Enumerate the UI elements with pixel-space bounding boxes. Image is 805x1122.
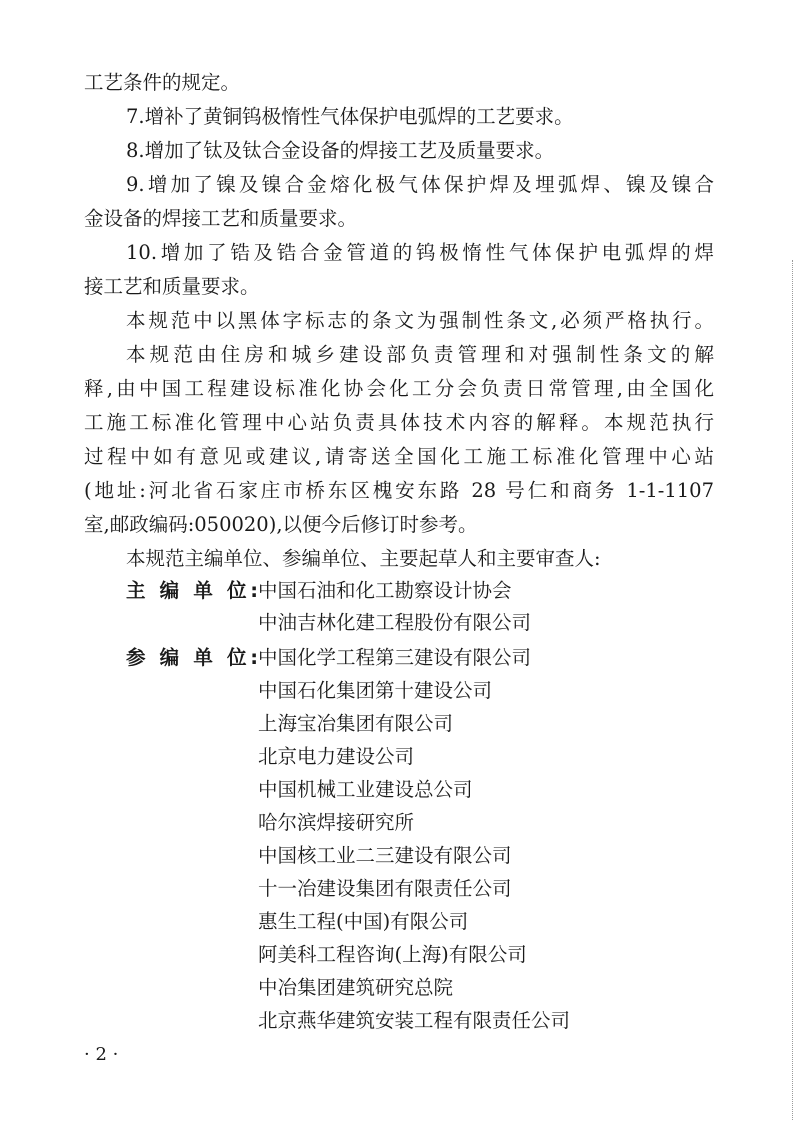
text-line-1: 工艺条件的规定。 [84,71,241,94]
participating-unit-10: 阿美科工程咨询(上海)有限公司 [258,943,527,966]
participating-unit-4: 北京电力建设公司 [258,745,415,768]
scan-edge-line [791,260,793,1120]
page-number: · 2 · [84,1044,119,1065]
text-line-15: 本规范主编单位、参编单位、主要起草人和主要审查人: [126,547,601,570]
text-line-7: 接工艺和质量要求。 [84,275,260,298]
participating-unit-6: 哈尔滨焊接研究所 [258,811,415,834]
chief-unit-2: 中油吉林化建工程股份有限公司 [258,611,532,634]
participating-unit-12: 北京燕华建筑安装工程有限责任公司 [258,1009,571,1032]
participating-unit-7: 中国核工业二三建设有限公司 [258,844,512,867]
participating-unit-9: 惠生工程(中国)有限公司 [258,910,469,933]
chief-unit-1: 中国石油和化工勘察设计协会 [258,579,512,602]
text-line-11: 工施工标准化管理中心站负责具体技术内容的解释。本规范执行 [84,411,714,434]
text-line-12: 过程中如有意见或建议,请寄送全国化工施工标准化管理中心站 [84,445,714,468]
chief-editor-unit-label: 主 编 单 位: [126,579,258,602]
text-line-5: 金设备的焊接工艺和质量要求。 [84,207,358,230]
text-line-10: 释,由中国工程建设标准化协会化工分会负责日常管理,由全国化 [84,377,714,400]
participating-unit-11: 中冶集团建筑研究总院 [258,976,454,999]
text-line-14: 室,邮政编码:050020),以便今后修订时参考。 [84,513,478,536]
text-line-9: 本规范由住房和城乡建设部负责管理和对强制性条文的解 [126,343,714,366]
text-line-8: 本规范中以黑体字标志的条文为强制性条文,必须严格执行。 [126,309,714,332]
participating-unit-5: 中国机械工业建设总公司 [258,778,473,801]
text-line-6: 10.增加了锆及锆合金管道的钨极惰性气体保护电弧焊的焊 [126,241,714,264]
text-line-2: 7.增补了黄铜钨极惰性气体保护电弧焊的工艺要求。 [126,105,574,128]
participating-unit-8: 十一冶建设集团有限责任公司 [258,877,512,900]
participating-unit-2: 中国石化集团第十建设公司 [258,679,493,702]
text-line-3: 8.增加了钛及钛合金设备的焊接工艺及质量要求。 [126,139,555,162]
participating-unit-label: 参 编 单 位: [126,646,258,669]
participating-unit-1: 中国化学工程第三建设有限公司 [258,646,532,669]
participating-unit-3: 上海宝冶集团有限公司 [258,712,454,735]
text-line-4: 9.增加了镍及镍合金熔化极气体保护焊及埋弧焊、镍及镍合 [126,173,714,196]
text-line-13: (地址:河北省石家庄市桥东区槐安东路 28 号仁和商务 1-1-1107 [84,479,714,502]
